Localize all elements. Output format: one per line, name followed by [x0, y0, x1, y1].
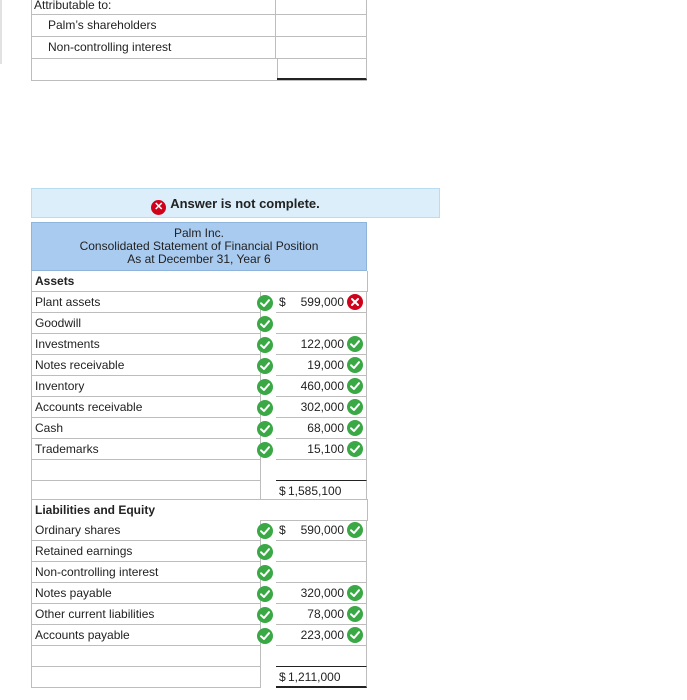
table-row	[31, 59, 367, 81]
amount-value: 599,000	[300, 295, 344, 309]
correct-check-icon	[347, 399, 363, 415]
x-circle-icon: ✕	[151, 200, 166, 215]
label-check-icon	[257, 358, 273, 374]
table-row	[31, 37, 367, 59]
label-check-icon	[257, 628, 273, 644]
amount-input[interactable]	[276, 439, 367, 460]
account-dropdown[interactable]: Investments	[31, 334, 261, 355]
amount-value: 223,000	[300, 628, 344, 642]
table-row	[31, 334, 367, 355]
amount-input[interactable]	[276, 292, 367, 313]
row-label	[31, 667, 261, 688]
liabilities-heading: Liabilities and Equity	[31, 499, 368, 521]
amount-input[interactable]	[276, 562, 367, 583]
assets-total-value: 1,585,100	[288, 484, 342, 498]
table-row	[31, 355, 367, 376]
row-label	[31, 59, 278, 80]
table-row	[31, 292, 367, 313]
amount-value: 590,000	[300, 523, 344, 537]
amount-value: 19,000	[307, 358, 344, 372]
label-check-icon	[257, 400, 273, 416]
amount-value: 302,000	[300, 400, 344, 414]
dollar-sign: $	[279, 295, 286, 309]
amount-value: 68,000	[307, 421, 344, 435]
correct-check-icon	[347, 441, 363, 457]
amount-input[interactable]	[276, 541, 367, 562]
statement-date: As at December 31, Year 6	[127, 252, 271, 266]
dollar-sign: $	[279, 523, 286, 537]
correct-check-icon	[347, 357, 363, 373]
correct-check-icon	[347, 585, 363, 601]
row-label: Non-controlling interest	[31, 37, 276, 58]
total-input[interactable]	[277, 59, 367, 80]
account-dropdown[interactable]: Accounts receivable	[31, 397, 261, 418]
label-check-icon	[257, 379, 273, 395]
amount-input[interactable]	[276, 376, 367, 397]
amount-input[interactable]	[276, 520, 367, 541]
correct-check-icon	[347, 378, 363, 394]
liabilities-total-value: 1,211,000	[288, 670, 341, 684]
assets-heading-row	[31, 271, 367, 292]
amount-input[interactable]	[276, 604, 367, 625]
label-check-icon	[257, 442, 273, 458]
answer-status-banner	[31, 188, 440, 218]
label-check-icon	[257, 421, 273, 437]
banner-text: Answer is not complete.	[170, 196, 320, 211]
correct-check-icon	[347, 336, 363, 352]
liabilities-total-row	[31, 667, 367, 688]
amount-input[interactable]	[276, 418, 367, 439]
account-dropdown[interactable]: Plant assets	[31, 292, 261, 313]
company-name: Palm Inc.	[173, 226, 224, 240]
account-dropdown[interactable]: Non-controlling interest	[31, 562, 261, 583]
value-input[interactable]	[277, 37, 367, 58]
row-label	[31, 460, 261, 481]
label-check-icon	[257, 295, 273, 311]
value-cell	[276, 646, 367, 667]
amount-value: 460,000	[300, 379, 344, 393]
account-dropdown[interactable]: Notes payable	[31, 583, 261, 604]
label-check-icon	[257, 607, 273, 623]
assets-section	[31, 271, 367, 502]
account-dropdown[interactable]: Goodwill	[31, 313, 261, 334]
table-row	[31, 520, 367, 541]
correct-check-icon	[347, 627, 363, 643]
table-row	[31, 604, 367, 625]
liabilities-heading-row	[31, 499, 367, 520]
amount-input[interactable]	[276, 313, 367, 334]
liabilities-section	[31, 499, 367, 688]
row-label: Palm’s shareholders	[31, 15, 276, 36]
account-dropdown[interactable]: Retained earnings	[31, 541, 261, 562]
account-dropdown[interactable]: Ordinary shares	[31, 520, 261, 541]
table-row	[31, 439, 367, 460]
correct-check-icon	[347, 522, 363, 538]
amount-input[interactable]	[276, 355, 367, 376]
table-row	[31, 583, 367, 604]
table-row	[31, 313, 367, 334]
statement-header	[31, 222, 367, 271]
liabilities-total-input[interactable]	[276, 666, 367, 688]
label-check-icon	[257, 544, 273, 560]
table-row	[31, 562, 367, 583]
account-dropdown[interactable]: Notes receivable	[31, 355, 261, 376]
account-dropdown[interactable]: Other current liabilities	[31, 604, 261, 625]
correct-check-icon	[347, 606, 363, 622]
blank-row	[31, 646, 367, 667]
table-row	[31, 376, 367, 397]
amount-value: 122,000	[300, 337, 344, 351]
amount-value: 78,000	[307, 607, 344, 621]
table-row	[31, 418, 367, 439]
assets-heading: Assets	[31, 271, 368, 292]
account-dropdown[interactable]: Inventory	[31, 376, 261, 397]
page-edge-rule	[0, 0, 2, 64]
amount-input[interactable]	[276, 625, 367, 646]
label-check-icon	[257, 337, 273, 353]
dollar-sign: $	[279, 484, 286, 498]
amount-value: 15,100	[307, 442, 344, 456]
statement-title: Consolidated Statement of Financial Position	[79, 239, 319, 253]
label-check-icon	[257, 565, 273, 581]
table-row	[31, 15, 367, 37]
table-row	[31, 0, 367, 15]
amount-input[interactable]	[276, 397, 367, 418]
correct-check-icon	[347, 420, 363, 436]
amount-value: 320,000	[300, 586, 344, 600]
blank-row	[31, 460, 367, 481]
dollar-sign: $	[279, 670, 286, 684]
account-dropdown[interactable]: Accounts payable	[31, 625, 261, 646]
table-row	[31, 541, 367, 562]
amount-input[interactable]	[276, 583, 367, 604]
table-row	[31, 397, 367, 418]
incorrect-x-icon	[347, 294, 363, 310]
account-dropdown[interactable]: Trademarks	[31, 439, 261, 460]
label-check-icon	[257, 586, 273, 602]
row-label	[31, 646, 261, 667]
label-check-icon	[257, 316, 273, 332]
income-attribution-table	[31, 0, 367, 81]
amount-input[interactable]	[276, 334, 367, 355]
value-cell[interactable]	[277, 0, 367, 14]
value-input[interactable]	[277, 15, 367, 36]
label-check-icon	[257, 523, 273, 539]
value-cell	[276, 460, 367, 481]
table-row	[31, 625, 367, 646]
account-dropdown[interactable]: Cash	[31, 418, 261, 439]
attributable-label: Attributable to:	[31, 0, 276, 14]
